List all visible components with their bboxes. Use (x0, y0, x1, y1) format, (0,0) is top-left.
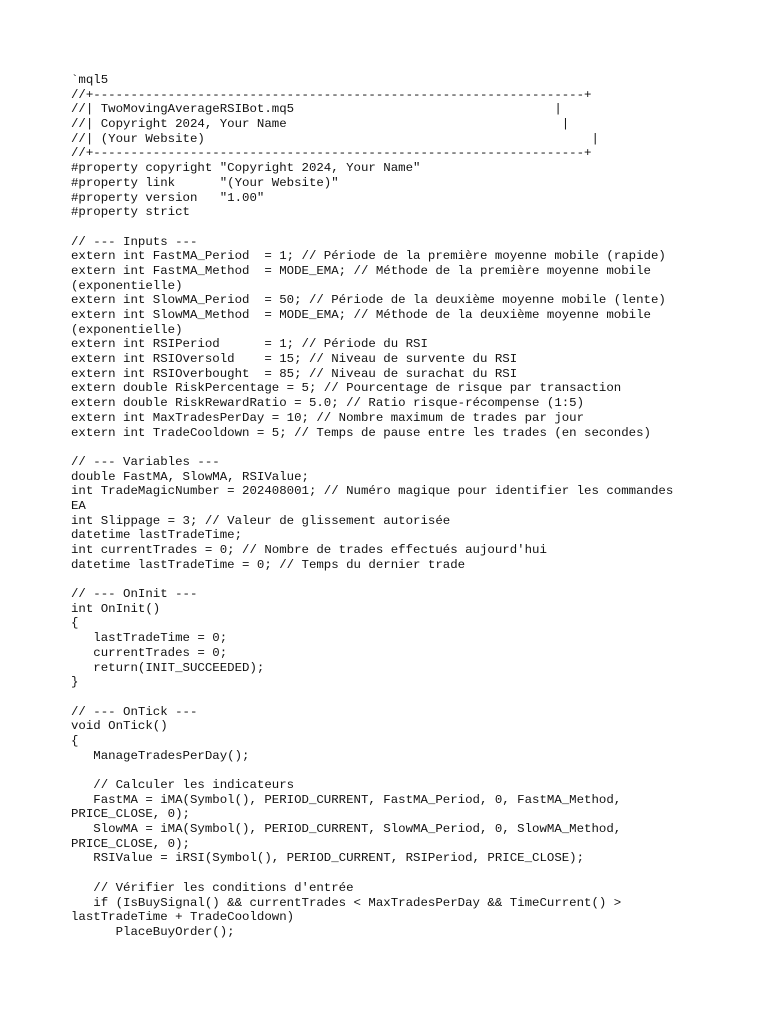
code-line: PRICE_CLOSE, 0); (71, 807, 190, 822)
code-block (71, 73, 673, 940)
code-line: //+------------------------------------------------------------------+ (71, 146, 592, 161)
code-line (71, 866, 673, 881)
code-line: int currentTrades = 0; // Nombre de trades effectués aujourd'hui (71, 543, 547, 557)
code-line: //| TwoMovingAverageRSIBot.mq5 | (71, 102, 562, 117)
code-line: (exponentielle) (71, 322, 183, 337)
code-line: // --- OnTick --- (71, 704, 198, 719)
code-line: (exponentielle) (71, 278, 183, 293)
code-line: PlaceBuyOrder(); (71, 924, 235, 939)
code-line: extern int MaxTradesPerDay = 10; // Nombre maximum de trades par jour (71, 410, 585, 425)
code-line: extern int TradeCooldown = 5; // Temps de pause entre les trades (en secondes) (71, 425, 651, 440)
code-line: extern int SlowMA_Period = 50; // Période de la deuxième moyenne mobile (lente) (71, 293, 666, 308)
code-line: #property copyright "Copyright 2024, Your Name" (71, 161, 421, 176)
code-line: // --- Variables --- (71, 454, 220, 469)
code-line: extern double RiskPercentage = 5; // Pourcentage de risque par transaction (71, 381, 622, 396)
code-line: lastTradeTime + TradeCooldown) (71, 910, 295, 925)
code-line: #property version "1.00" (71, 190, 265, 205)
code-line (71, 690, 673, 705)
code-line: void OnTick() (71, 719, 168, 734)
code-line: datetime lastTradeTime = 0; // Temps du dernier trade (71, 557, 466, 572)
code-line: //| (Your Website) | (71, 131, 599, 146)
code-line: SlowMA = iMA(Symbol(), PERIOD_CURRENT, SlowMA_Period, 0, SlowMA_Method, (71, 822, 622, 837)
code-line: int OnInit() (71, 601, 161, 616)
code-line (71, 763, 673, 778)
code-line: extern int RSIPeriod = 1; // Période du RSI (71, 337, 428, 352)
code-line: { (71, 733, 79, 748)
code-line: return(INIT_SUCCEEDED); (71, 660, 265, 675)
code-line: extern int RSIOverbought = 85; // Niveau de surachat du RSI (71, 366, 518, 381)
code-line: RSIValue = iRSI(Symbol(), PERIOD_CURRENT, RSIPeriod, PRICE_CLOSE); (71, 851, 585, 866)
code-line (71, 572, 673, 587)
code-line: //| Copyright 2024, Your Name | (71, 117, 570, 132)
code-line: `mql5 (71, 73, 109, 87)
code-line: currentTrades = 0; (71, 645, 228, 660)
code-line: if (IsBuySignal() && currentTrades < MaxTradesPerDay && TimeCurrent() > (71, 895, 622, 910)
code-line: int TradeMagicNumber = 202408001; // Numéro magique pour identifier les commandes (71, 484, 674, 499)
code-line: extern int SlowMA_Method = MODE_EMA; // Méthode de la deuxième moyenne mobile (71, 308, 651, 322)
code-line: FastMA = iMA(Symbol(), PERIOD_CURRENT, FastMA_Period, 0, FastMA_Method, (71, 792, 622, 807)
code-line: int Slippage = 3; // Valeur de glissement autorisée (71, 513, 451, 528)
code-line: extern int FastMA_Period = 1; // Période de la première moyenne mobile (rapide) (71, 249, 666, 264)
code-line: #property link "(Your Website)" (71, 175, 339, 190)
code-line: } (71, 675, 79, 690)
code-line: // Vérifier les conditions d'entrée (71, 880, 354, 895)
code-line: // Calculer les indicateurs (71, 778, 295, 792)
code-line: #property strict (71, 205, 190, 220)
code-line: extern int FastMA_Method = MODE_EMA; // Méthode de la première moyenne mobile (71, 263, 651, 278)
code-line: datetime lastTradeTime; (71, 528, 243, 543)
code-line: extern double RiskRewardRatio = 5.0; // Ratio risque-récompense (1:5) (71, 396, 585, 411)
code-line: extern int RSIOversold = 15; // Niveau de survente du RSI (71, 352, 518, 367)
code-line: ManageTradesPerDay(); (71, 748, 250, 763)
code-line: double FastMA, SlowMA, RSIValue; (71, 469, 309, 484)
code-line: // --- Inputs --- (71, 234, 198, 249)
code-line: // --- OnInit --- (71, 587, 198, 602)
code-line: PRICE_CLOSE, 0); (71, 836, 190, 851)
code-line: { (71, 616, 79, 631)
code-line (71, 440, 673, 455)
code-line: lastTradeTime = 0; (71, 631, 228, 646)
code-line (71, 220, 673, 235)
code-line: //+------------------------------------------------------------------+ (71, 87, 592, 102)
code-line: EA (71, 498, 86, 513)
